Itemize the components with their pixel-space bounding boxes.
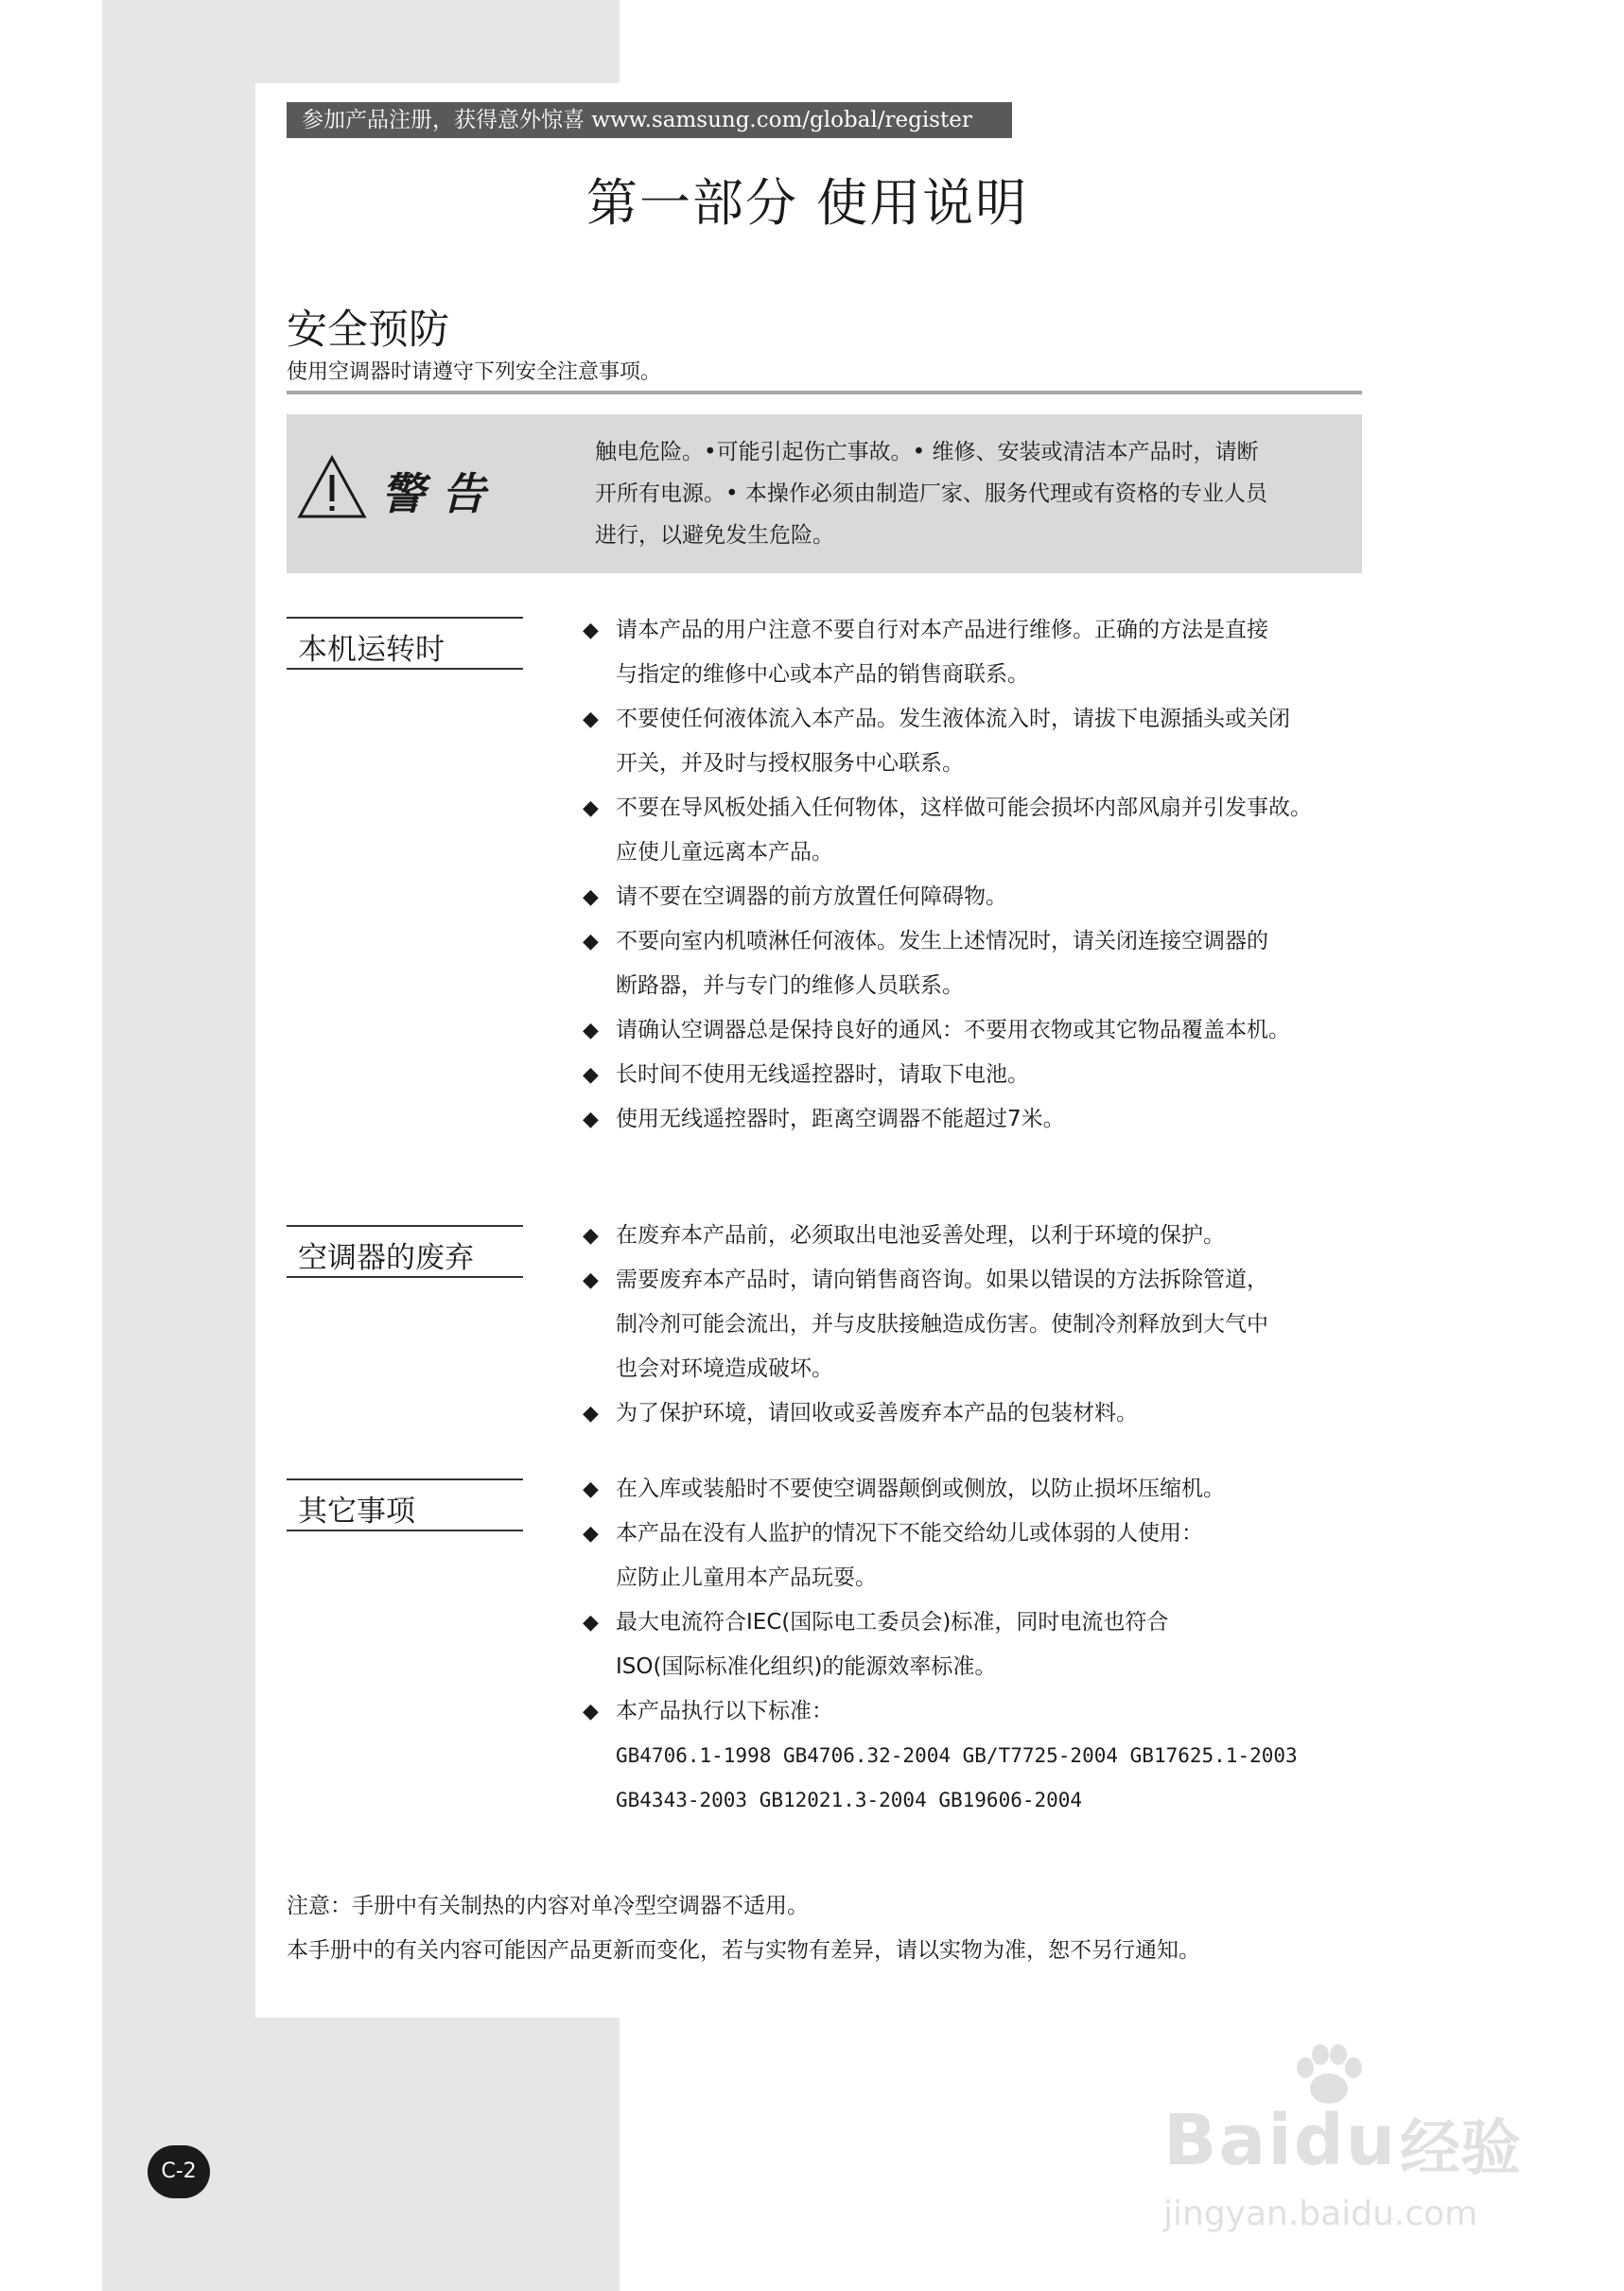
item-line: 请不要在空调器的前方放置任何障碍物。 <box>616 884 1007 909</box>
item-line: 应防止儿童用本产品玩耍。 <box>616 1565 877 1590</box>
list-item <box>581 1512 1375 1600</box>
warning-line: 开所有电源。• 本操作必须由制造厂家、服务代理或有资格的专业人员 <box>595 481 1267 506</box>
warning-label: 警告 <box>381 468 502 519</box>
section-divider <box>287 391 1362 394</box>
diamond-bullet-icon: ◆ <box>583 1019 599 1042</box>
part-title: 第一部分 使用说明 <box>586 173 1029 233</box>
list-item <box>581 1689 1375 1823</box>
item-line: 断路器，并与专门的维修人员联系。 <box>616 973 964 998</box>
list-item <box>581 786 1375 875</box>
warning-line: 触电危险。•可能引起伤亡事故。• 维修、安装或清洁本产品时，请断 <box>595 440 1259 464</box>
list-item <box>581 1097 1375 1142</box>
diamond-bullet-icon: ◆ <box>583 1700 599 1723</box>
operation-list <box>581 608 1375 1142</box>
standards-line: GB4706.1-1998 GB4706.32-2004 GB/T7725-2004 GB17625.1-2003 <box>616 1744 1298 1767</box>
diamond-bullet-icon: ◆ <box>583 619 599 642</box>
item-line: 不要使任何液体流入本产品。发生液体流入时，请拔下电源插头或关闭 <box>616 707 1290 731</box>
list-item <box>581 1214 1375 1258</box>
category-label-disposal <box>287 1225 523 1278</box>
list-item <box>581 919 1375 1008</box>
warning-line: 进行，以避免发生危险。 <box>595 523 834 548</box>
category-label-text: 其它事项 <box>298 1495 415 1529</box>
watermark-url: jingyan.baidu.com <box>1163 2195 1478 2233</box>
section-subtitle: 使用空调器时请遵守下列安全注意事项。 <box>287 360 662 384</box>
watermark-brand: Baidu <box>1163 2100 1398 2181</box>
item-line: 最大电流符合IEC(国际电工委员会)标准，同时电流也符合 <box>616 1610 1169 1635</box>
watermark-brand-cn: 经验 <box>1400 2114 1521 2184</box>
item-line: 使用无线遥控器时，距离空调器不能超过7米。 <box>616 1107 1065 1131</box>
item-line: 开关，并及时与授权服务中心联系。 <box>616 751 964 776</box>
diamond-bullet-icon: ◆ <box>583 1268 599 1292</box>
warning-box <box>287 414 1362 573</box>
register-banner: 参加产品注册，获得意外惊喜 www.samsung.com/global/register <box>287 102 1012 138</box>
item-line: 也会对环境造成破坏。 <box>616 1356 833 1381</box>
disposal-list <box>581 1214 1375 1436</box>
item-line: 本产品执行以下标准： <box>616 1699 833 1723</box>
list-item <box>581 1258 1375 1391</box>
list-item <box>581 608 1375 697</box>
item-line: 需要废弃本产品时，请向销售商咨询。如果以错误的方法拆除管道， <box>616 1268 1268 1292</box>
item-line: 不要向室内机喷淋任何液体。发生上述情况时，请关闭连接空调器的 <box>616 929 1268 953</box>
item-line: 长时间不使用无线遥控器时，请取下电池。 <box>616 1062 1029 1087</box>
note-line: 本手册中的有关内容可能因产品更新而变化，若与实物有差异，请以实物为准，恕不另行通知。 <box>287 1938 1200 1963</box>
item-line: 应使儿童远离本产品。 <box>616 840 833 865</box>
item-line: 不要在导风板处插入任何物体，这样做可能会损坏内部风扇并引发事故。 <box>616 796 1312 820</box>
category-label-text: 空调器的废弃 <box>298 1241 474 1275</box>
list-item <box>581 875 1375 919</box>
note-line: 注意：手册中有关制热的内容对单冷型空调器不适用。 <box>287 1894 809 1918</box>
warning-text <box>595 431 1342 556</box>
list-item <box>581 1467 1375 1512</box>
category-label-operation <box>287 617 523 670</box>
item-line: 在入库或装船时不要使空调器颠倒或侧放，以防止损坏压缩机。 <box>616 1477 1225 1501</box>
diamond-bullet-icon: ◆ <box>583 885 599 909</box>
item-line: 请本产品的用户注意不要自行对本产品进行维修。正确的方法是直接 <box>616 618 1268 642</box>
baidu-watermark <box>1144 2043 1561 2261</box>
page-number-badge: C-2 <box>148 2145 210 2198</box>
item-line: 本产品在没有人监护的情况下不能交给幼儿或体弱的人使用： <box>616 1521 1203 1546</box>
diamond-bullet-icon: ◆ <box>583 930 599 953</box>
warning-triangle-icon <box>296 454 368 520</box>
standards-line: GB4343-2003 GB12021.3-2004 GB19606-2004 <box>616 1789 1083 1811</box>
diamond-bullet-icon: ◆ <box>583 796 599 820</box>
item-line: 制冷剂可能会流出，并与皮肤接触造成伤害。使制冷剂释放到大气中 <box>616 1312 1268 1337</box>
diamond-bullet-icon: ◆ <box>583 1478 599 1501</box>
list-item <box>581 1391 1375 1436</box>
diamond-bullet-icon: ◆ <box>583 1063 599 1087</box>
item-line: ISO(国际标准化组织)的能源效率标准。 <box>616 1654 997 1679</box>
diamond-bullet-icon: ◆ <box>583 708 599 731</box>
other-list <box>581 1467 1375 1823</box>
diamond-bullet-icon: ◆ <box>583 1522 599 1546</box>
diamond-bullet-icon: ◆ <box>583 1108 599 1131</box>
diamond-bullet-icon: ◆ <box>583 1402 599 1425</box>
list-item <box>581 1053 1375 1097</box>
item-line: 与指定的维修中心或本产品的销售商联系。 <box>616 662 1029 687</box>
list-item <box>581 1600 1375 1689</box>
category-label-text: 本机运转时 <box>298 633 445 667</box>
section-title: 安全预防 <box>287 306 449 354</box>
item-line: 为了保护环境，请回收或妥善废弃本产品的包装材料。 <box>616 1401 1138 1425</box>
diamond-bullet-icon: ◆ <box>583 1611 599 1635</box>
category-label-other <box>287 1478 523 1531</box>
list-item <box>581 697 1375 786</box>
list-item <box>581 1008 1375 1053</box>
item-line: 在废弃本产品前，必须取出电池妥善处理，以利于环境的保护。 <box>616 1223 1225 1248</box>
item-line: 请确认空调器总是保持良好的通风：不要用衣物或其它物品覆盖本机。 <box>616 1018 1290 1042</box>
notes <box>287 1884 1200 1973</box>
diamond-bullet-icon: ◆ <box>583 1224 599 1248</box>
